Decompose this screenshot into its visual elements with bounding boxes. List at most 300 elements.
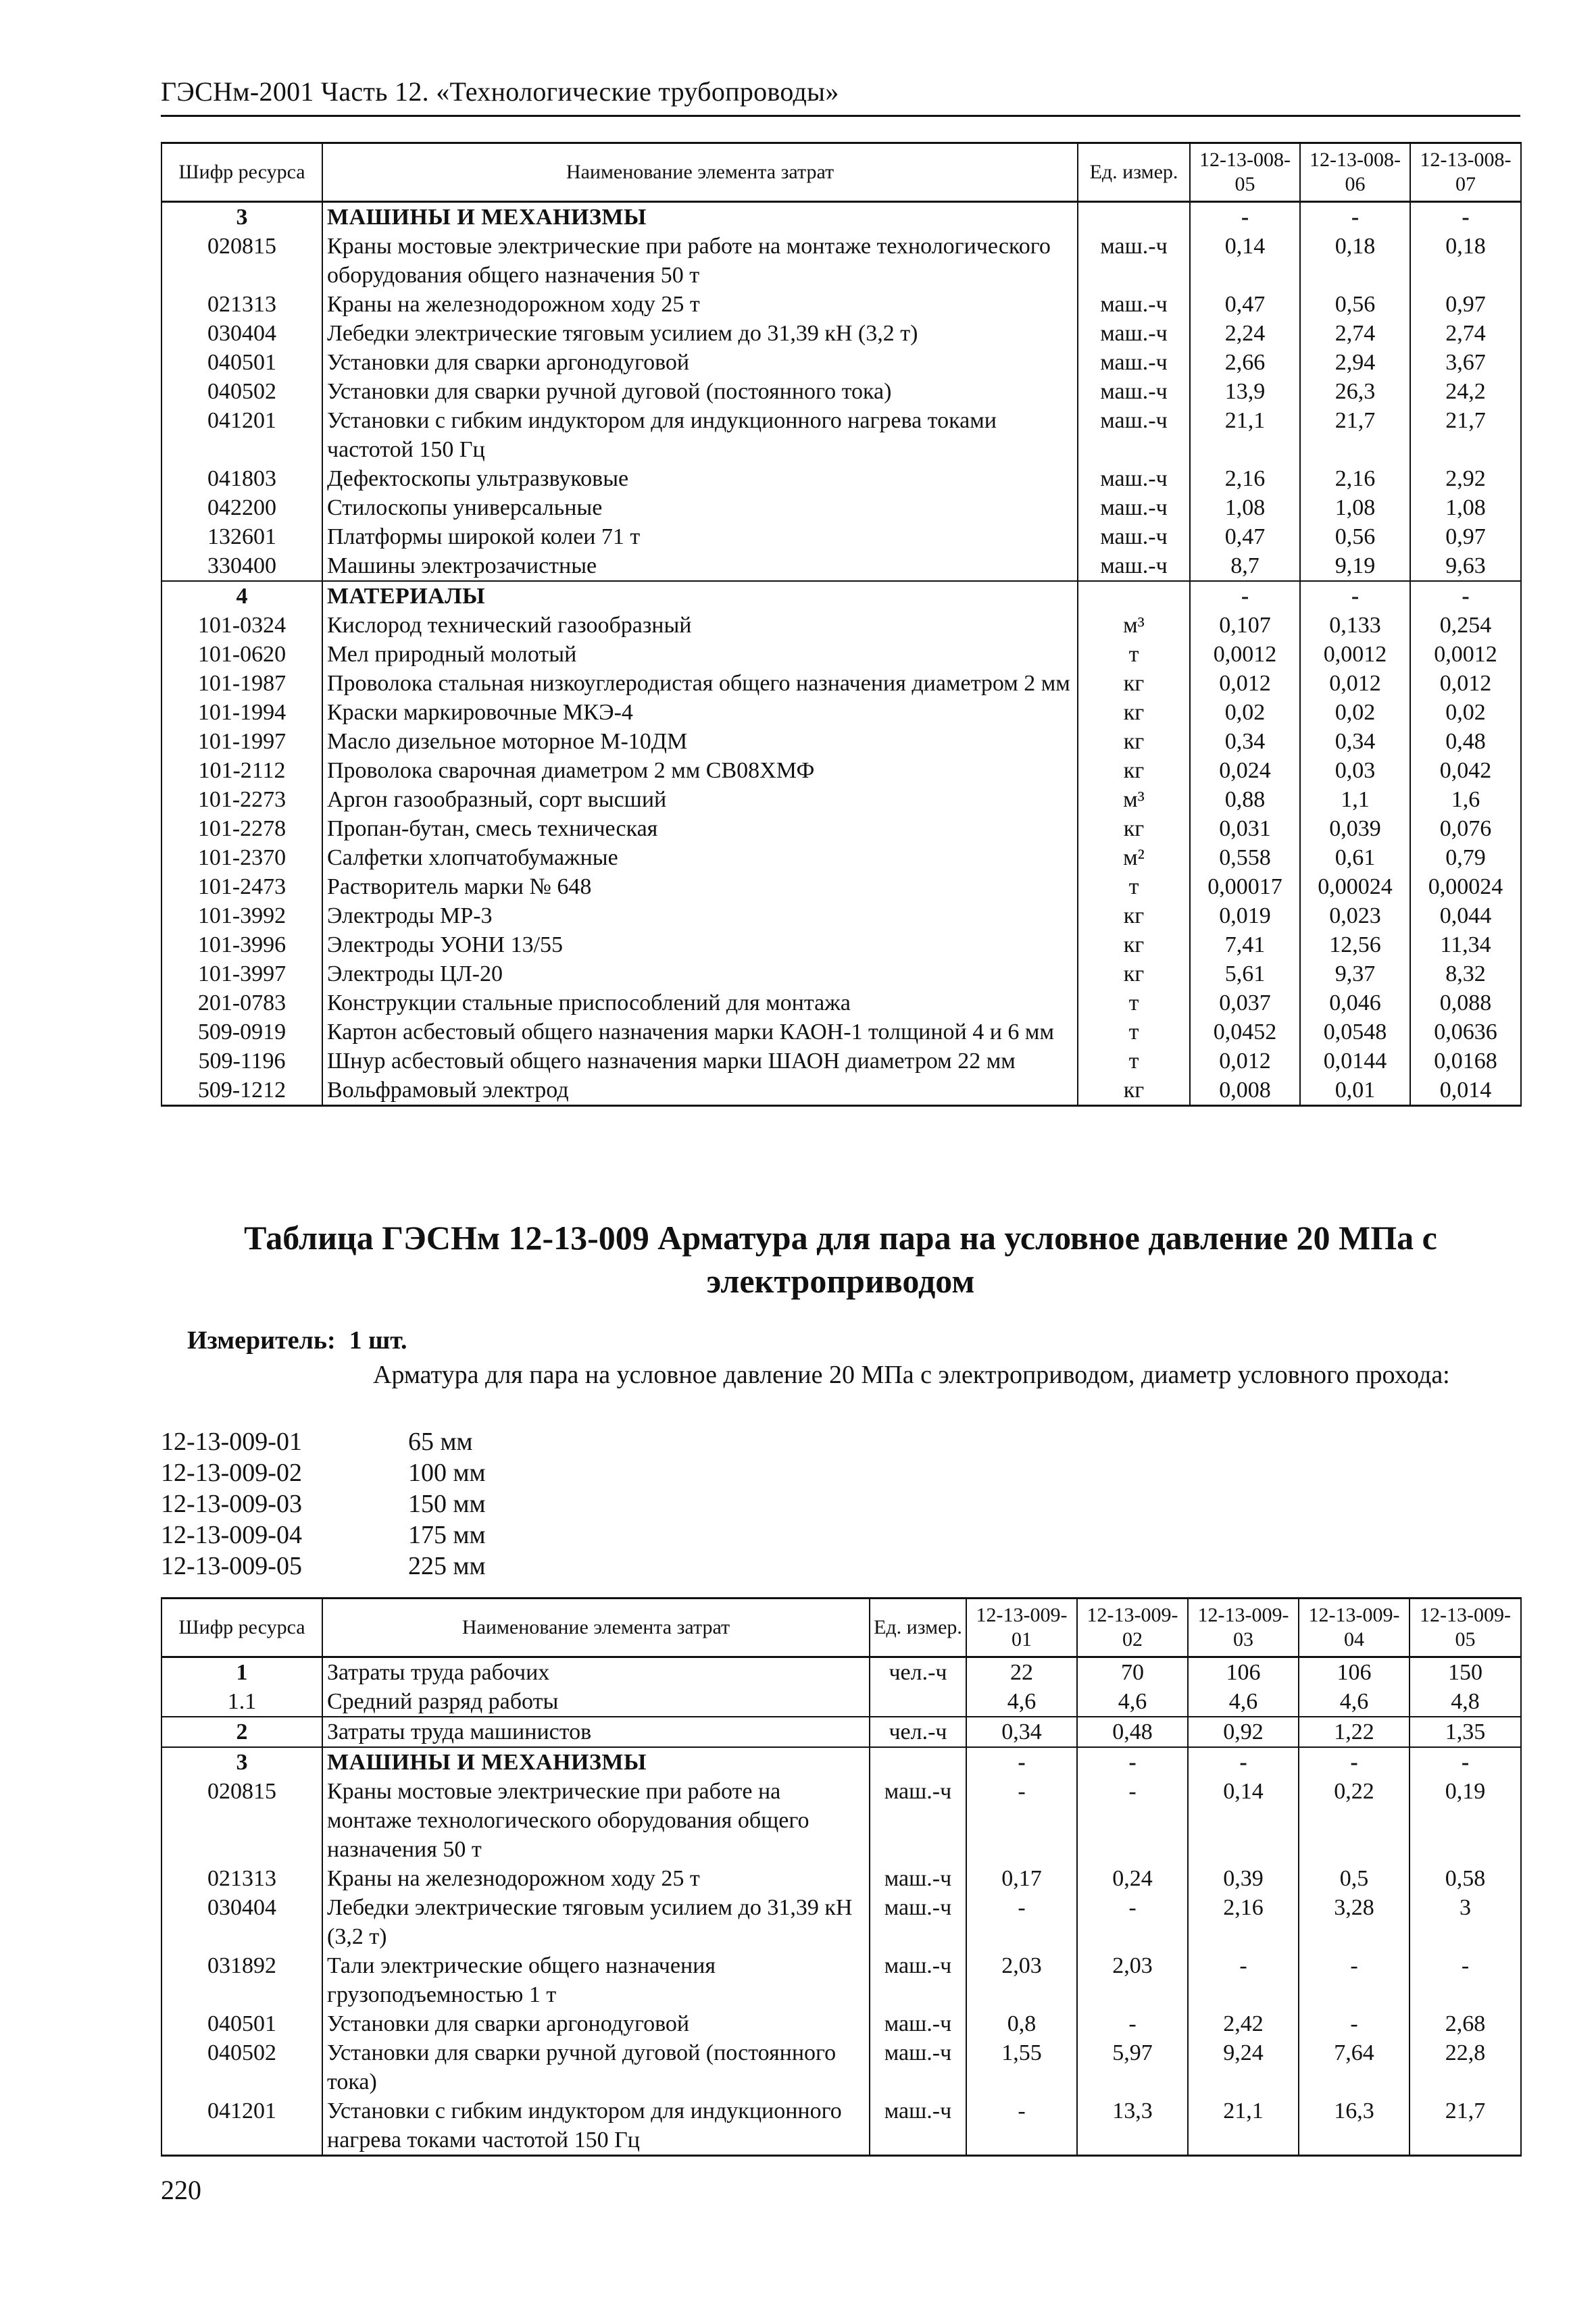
- value-cell: 0,0012: [1410, 640, 1521, 669]
- unit-cell: чел.-ч: [870, 1717, 966, 1747]
- value-cell: 0,88: [1190, 785, 1300, 814]
- resource-code: 1: [161, 1657, 322, 1688]
- resource-code: 101-3992: [161, 901, 322, 930]
- resource-code: 020815: [161, 232, 322, 290]
- resource-code: 101-2473: [161, 872, 322, 901]
- resource-name: Конструкции стальные приспособлений для монтажа: [322, 988, 1078, 1017]
- resource-name: Электроды УОНИ 13/55: [322, 930, 1078, 959]
- value-cell: 0,47: [1190, 522, 1300, 551]
- col-header-variant: 12-13-009-04: [1299, 1599, 1410, 1657]
- value-cell: 0,00024: [1300, 872, 1410, 901]
- table-row: [161, 1047, 1521, 1076]
- resource-code: 031892: [161, 1951, 322, 2009]
- unit-cell: м²: [1078, 843, 1190, 872]
- resource-name: Краски маркировочные МКЭ-4: [322, 698, 1078, 727]
- value-cell: 12,56: [1300, 930, 1410, 959]
- unit-cell: т: [1078, 988, 1190, 1017]
- resource-name: Краны мостовые электрические при работе на монтаже технологического оборудования общего назначения 50 т: [322, 1777, 870, 1864]
- value-cell: 0,0168: [1410, 1047, 1521, 1076]
- table-row: [161, 493, 1521, 522]
- value-cell: -: [1299, 1747, 1410, 1777]
- resource-code: 030404: [161, 1893, 322, 1951]
- value-cell: -: [1077, 1747, 1188, 1777]
- value-cell: 0,037: [1190, 988, 1300, 1017]
- resource-name: Установки для сварки ручной дуговой (постоянного тока): [322, 2038, 870, 2096]
- value-cell: 0,8: [966, 2009, 1077, 2038]
- value-cell: 4,8: [1410, 1687, 1521, 1717]
- value-cell: 0,00024: [1410, 872, 1521, 901]
- value-cell: 16,3: [1299, 2096, 1410, 2156]
- value-cell: 3,28: [1299, 1893, 1410, 1951]
- col-header-variant: 12-13-009-05: [1410, 1599, 1521, 1657]
- resource-code: 101-1987: [161, 669, 322, 698]
- table-row: [161, 669, 1521, 698]
- table-row: [161, 1777, 1521, 1864]
- col-header-name: Наименование элемента затрат: [322, 1599, 870, 1657]
- value-cell: 22,8: [1410, 2038, 1521, 2096]
- value-cell: 0,254: [1410, 611, 1521, 640]
- resource-code: 4: [161, 581, 322, 611]
- value-cell: 2,03: [966, 1951, 1077, 2009]
- value-cell: 0,18: [1410, 232, 1521, 290]
- col-header-code: Шифр ресурса: [161, 143, 322, 202]
- value-cell: 0,02: [1190, 698, 1300, 727]
- table-body: [161, 1657, 1521, 2156]
- measure-value: 1 шт.: [349, 1326, 407, 1355]
- unit-cell: маш.-ч: [870, 2038, 966, 2096]
- unit-cell: т: [1078, 640, 1190, 669]
- section-row: [161, 1747, 1521, 1777]
- value-cell: 4,6: [966, 1687, 1077, 1717]
- value-cell: 21,7: [1410, 2096, 1521, 2156]
- resource-name: Тали электрические общего назначения грузоподъемностью 1 т: [322, 1951, 870, 2009]
- unit-cell: маш.-ч: [1078, 319, 1190, 348]
- value-cell: 24,2: [1410, 377, 1521, 406]
- col-header-variant: 12-13-009-03: [1188, 1599, 1299, 1657]
- unit-cell: кг: [1078, 930, 1190, 959]
- unit-cell: маш.-ч: [1078, 377, 1190, 406]
- value-cell: 0,03: [1300, 756, 1410, 785]
- variant-code: 12-13-009-01: [161, 1428, 302, 1456]
- unit-cell: чел.-ч: [870, 1657, 966, 1688]
- table-row: [161, 611, 1521, 640]
- resource-name: Платформы широкой колеи 71 т: [322, 522, 1078, 551]
- resource-code: 101-2112: [161, 756, 322, 785]
- table-row: [161, 2038, 1521, 2096]
- resource-code: 040502: [161, 2038, 322, 2096]
- value-cell: 0,56: [1300, 290, 1410, 319]
- resource-name: Масло дизельное моторное М-10ДМ: [322, 727, 1078, 756]
- value-cell: 21,7: [1300, 406, 1410, 464]
- col-header-code: Шифр ресурса: [161, 1599, 322, 1657]
- value-cell: 1,55: [966, 2038, 1077, 2096]
- resource-name: Дефектоскопы ультразвуковые: [322, 464, 1078, 493]
- value-cell: 0,024: [1190, 756, 1300, 785]
- value-cell: 0,133: [1300, 611, 1410, 640]
- value-cell: 2,03: [1077, 1951, 1188, 2009]
- unit-cell: маш.-ч: [1078, 348, 1190, 377]
- value-cell: 0,61: [1300, 843, 1410, 872]
- value-cell: 21,1: [1188, 2096, 1299, 2156]
- value-cell: -: [966, 1893, 1077, 1951]
- value-cell: 0,56: [1300, 522, 1410, 551]
- col-header-variant: 12-13-008-05: [1190, 143, 1300, 202]
- table-row: [161, 377, 1521, 406]
- variant-value: 175 мм: [408, 1521, 486, 1549]
- value-cell: 0,107: [1190, 611, 1300, 640]
- col-header-variant: 12-13-008-06: [1300, 143, 1410, 202]
- resource-code: 040501: [161, 2009, 322, 2038]
- value-cell: 106: [1188, 1657, 1299, 1688]
- value-cell: -: [1410, 202, 1521, 232]
- value-cell: -: [1410, 1951, 1521, 2009]
- resource-code: 330400: [161, 551, 322, 581]
- value-cell: 0,019: [1190, 901, 1300, 930]
- value-cell: 8,32: [1410, 959, 1521, 988]
- resource-name: Краны мостовые электрические при работе на монтаже технологического оборудования общего назначения 50 т: [322, 232, 1078, 290]
- table-row: [161, 2096, 1521, 2156]
- unit-cell: маш.-ч: [1078, 522, 1190, 551]
- resource-code: 101-2273: [161, 785, 322, 814]
- resource-code: 201-0783: [161, 988, 322, 1017]
- resource-table-009: [161, 1597, 1522, 2157]
- unit-cell: маш.-ч: [1078, 406, 1190, 464]
- value-cell: 0,19: [1410, 1777, 1521, 1864]
- value-cell: 0,97: [1410, 522, 1521, 551]
- unit-cell: маш.-ч: [870, 1777, 966, 1864]
- table-row: [161, 843, 1521, 872]
- value-cell: -: [1410, 581, 1521, 611]
- unit-cell: м³: [1078, 785, 1190, 814]
- value-cell: 7,41: [1190, 930, 1300, 959]
- table-row: [161, 232, 1521, 290]
- resource-name: Аргон газообразный, сорт высший: [322, 785, 1078, 814]
- resource-name: Краны на железнодорожном ходу 25 т: [322, 290, 1078, 319]
- unit-cell: маш.-ч: [870, 1951, 966, 2009]
- section-row: [161, 581, 1521, 611]
- value-cell: 22: [966, 1657, 1077, 1688]
- unit-cell: кг: [1078, 901, 1190, 930]
- value-cell: -: [966, 1777, 1077, 1864]
- value-cell: -: [1299, 1951, 1410, 2009]
- table-row: [161, 1657, 1521, 1688]
- value-cell: 0,47: [1190, 290, 1300, 319]
- value-cell: 0,01: [1300, 1076, 1410, 1106]
- variant-line: [161, 1489, 486, 1519]
- unit-cell: кг: [1078, 669, 1190, 698]
- value-cell: 21,7: [1410, 406, 1521, 464]
- value-cell: 0,042: [1410, 756, 1521, 785]
- value-cell: -: [1300, 581, 1410, 611]
- resource-name: Картон асбестовый общего назначения марки КАОН-1 толщиной 4 и 6 мм: [322, 1017, 1078, 1047]
- resource-code: 101-3997: [161, 959, 322, 988]
- resource-name: Лебедки электрические тяговым усилием до 31,39 кН (3,2 т): [322, 319, 1078, 348]
- value-cell: 1,08: [1410, 493, 1521, 522]
- value-cell: 3: [1410, 1893, 1521, 1951]
- unit-cell: кг: [1078, 959, 1190, 988]
- table-title: Таблица ГЭСНм 12-13-009 Арматура для пара на условное давление 20 МПа с электроприводом: [244, 1219, 1437, 1300]
- value-cell: 0,22: [1299, 1777, 1410, 1864]
- value-cell: 0,79: [1410, 843, 1521, 872]
- resource-code: 041803: [161, 464, 322, 493]
- resource-code: 021313: [161, 1864, 322, 1893]
- unit-cell: м³: [1078, 611, 1190, 640]
- value-cell: 0,02: [1410, 698, 1521, 727]
- value-cell: 2,16: [1188, 1893, 1299, 1951]
- table-row: [161, 464, 1521, 493]
- value-cell: 0,5: [1299, 1864, 1410, 1893]
- value-cell: 70: [1077, 1657, 1188, 1688]
- value-cell: 13,9: [1190, 377, 1300, 406]
- resource-name: МАШИНЫ И МЕХАНИЗМЫ: [322, 202, 1078, 232]
- value-cell: -: [1077, 1777, 1188, 1864]
- table-row: [161, 930, 1521, 959]
- table-row: [161, 522, 1521, 551]
- table-row: [161, 1893, 1521, 1951]
- col-header-variant: 12-13-009-01: [966, 1599, 1077, 1657]
- resource-name: Установки для сварки аргонодуговой: [322, 2009, 870, 2038]
- unit-cell: маш.-ч: [870, 1893, 966, 1951]
- value-cell: 0,012: [1190, 1047, 1300, 1076]
- value-cell: 0,58: [1410, 1864, 1521, 1893]
- unit-cell: [1078, 581, 1190, 611]
- resource-code: 509-0919: [161, 1017, 322, 1047]
- resource-code: 509-1196: [161, 1047, 322, 1076]
- resource-code: 040502: [161, 377, 322, 406]
- value-cell: 0,14: [1188, 1777, 1299, 1864]
- unit-cell: маш.-ч: [1078, 232, 1190, 290]
- value-cell: 0,48: [1077, 1717, 1188, 1747]
- value-cell: 9,24: [1188, 2038, 1299, 2096]
- value-cell: 2,68: [1410, 2009, 1521, 2038]
- table-row: [161, 2009, 1521, 2038]
- resource-name: МАТЕРИАЛЫ: [322, 581, 1078, 611]
- variant-value: 225 мм: [408, 1552, 486, 1580]
- value-cell: 0,012: [1190, 669, 1300, 698]
- table-row: [161, 785, 1521, 814]
- value-cell: 150: [1410, 1657, 1521, 1688]
- resource-code: 509-1212: [161, 1076, 322, 1106]
- unit-cell: маш.-ч: [1078, 551, 1190, 581]
- value-cell: 2,92: [1410, 464, 1521, 493]
- variant-value: 100 мм: [408, 1459, 486, 1487]
- value-cell: 0,39: [1188, 1864, 1299, 1893]
- value-cell: 0,008: [1190, 1076, 1300, 1106]
- value-cell: 9,63: [1410, 551, 1521, 581]
- value-cell: -: [1077, 1893, 1188, 1951]
- resource-code: 021313: [161, 290, 322, 319]
- value-cell: 0,48: [1410, 727, 1521, 756]
- value-cell: 4,6: [1299, 1687, 1410, 1717]
- value-cell: 0,0012: [1300, 640, 1410, 669]
- table-row: [161, 551, 1521, 581]
- resource-code: 132601: [161, 522, 322, 551]
- value-cell: 0,088: [1410, 988, 1521, 1017]
- resource-name: Пропан-бутан, смесь техническая: [322, 814, 1078, 843]
- value-cell: 0,0548: [1300, 1017, 1410, 1047]
- unit-cell: кг: [1078, 756, 1190, 785]
- value-cell: 0,97: [1410, 290, 1521, 319]
- resource-name: Затраты труда машинистов: [322, 1717, 870, 1747]
- value-cell: 8,7: [1190, 551, 1300, 581]
- resource-code: 101-3996: [161, 930, 322, 959]
- unit-cell: [1078, 202, 1190, 232]
- resource-code: 1.1: [161, 1687, 322, 1717]
- value-cell: 1,6: [1410, 785, 1521, 814]
- resource-code: 030404: [161, 319, 322, 348]
- value-cell: 0,24: [1077, 1864, 1188, 1893]
- unit-cell: т: [1078, 1017, 1190, 1047]
- value-cell: 0,0452: [1190, 1017, 1300, 1047]
- resource-code: 020815: [161, 1777, 322, 1864]
- resource-name: Электроды ЦЛ-20: [322, 959, 1078, 988]
- value-cell: 11,34: [1410, 930, 1521, 959]
- variant-line: [161, 1551, 486, 1581]
- table-row: [161, 290, 1521, 319]
- value-cell: 0,02: [1300, 698, 1410, 727]
- resource-name: Салфетки хлопчатобумажные: [322, 843, 1078, 872]
- resource-name: Затраты труда рабочих: [322, 1657, 870, 1688]
- value-cell: -: [1300, 202, 1410, 232]
- value-cell: 0,014: [1410, 1076, 1521, 1106]
- table-row: [161, 319, 1521, 348]
- table-row: [161, 1717, 1521, 1747]
- value-cell: 0,0636: [1410, 1017, 1521, 1047]
- value-cell: 0,0144: [1300, 1047, 1410, 1076]
- running-header: ГЭСНм-2001 Часть 12. «Технологические трубопроводы»: [161, 76, 839, 107]
- value-cell: 5,61: [1190, 959, 1300, 988]
- variant-code: 12-13-009-02: [161, 1459, 302, 1487]
- unit-cell: кг: [1078, 727, 1190, 756]
- resource-table-008: [161, 142, 1522, 1107]
- value-cell: 0,046: [1300, 988, 1410, 1017]
- value-cell: 0,92: [1188, 1717, 1299, 1747]
- variant-value: 65 мм: [408, 1428, 473, 1456]
- resource-code: 101-1997: [161, 727, 322, 756]
- value-cell: 21,1: [1190, 406, 1300, 464]
- value-cell: 4,6: [1188, 1687, 1299, 1717]
- resource-name: Мел природный молотый: [322, 640, 1078, 669]
- value-cell: -: [1188, 1747, 1299, 1777]
- resource-code: 3: [161, 202, 322, 232]
- variant-code: 12-13-009-04: [161, 1521, 302, 1549]
- resource-name: Шнур асбестовый общего назначения марки ШАОН диаметром 22 мм: [322, 1047, 1078, 1076]
- value-cell: -: [1410, 1747, 1521, 1777]
- value-cell: 0,031: [1190, 814, 1300, 843]
- resource-code: 101-0324: [161, 611, 322, 640]
- value-cell: 106: [1299, 1657, 1410, 1688]
- resource-name: Установки для сварки ручной дуговой (постоянного тока): [322, 377, 1078, 406]
- unit-cell: маш.-ч: [870, 1864, 966, 1893]
- value-cell: -: [966, 2096, 1077, 2156]
- variant-line: [161, 1520, 486, 1550]
- table-row: [161, 1076, 1521, 1106]
- table-header-row: [161, 143, 1521, 202]
- value-cell: 2,74: [1300, 319, 1410, 348]
- value-cell: 1,1: [1300, 785, 1410, 814]
- value-cell: 0,023: [1300, 901, 1410, 930]
- value-cell: -: [1190, 581, 1300, 611]
- value-cell: 9,19: [1300, 551, 1410, 581]
- measure-line: [187, 1326, 407, 1355]
- resource-code: 3: [161, 1747, 322, 1777]
- value-cell: 0,039: [1300, 814, 1410, 843]
- resource-name: Проволока сварочная диаметром 2 мм СВ08ХМФ: [322, 756, 1078, 785]
- col-header-variant: 12-13-009-02: [1077, 1599, 1188, 1657]
- resource-name: Кислород технический газообразный: [322, 611, 1078, 640]
- col-header-variant: 12-13-008-07: [1410, 143, 1521, 202]
- unit-cell: кг: [1078, 698, 1190, 727]
- value-cell: 0,00017: [1190, 872, 1300, 901]
- table-row: [161, 901, 1521, 930]
- value-cell: 1,35: [1410, 1717, 1521, 1747]
- value-cell: 0,18: [1300, 232, 1410, 290]
- resource-code: 101-2370: [161, 843, 322, 872]
- value-cell: 2,94: [1300, 348, 1410, 377]
- table-description: Арматура для пара на условное давление 20 МПа с электроприводом, диаметр условного прохода:: [373, 1361, 1450, 1389]
- value-cell: 2,42: [1188, 2009, 1299, 2038]
- value-cell: -: [966, 1747, 1077, 1777]
- value-cell: 2,16: [1190, 464, 1300, 493]
- unit-cell: маш.-ч: [870, 2096, 966, 2156]
- value-cell: 2,24: [1190, 319, 1300, 348]
- value-cell: 0,34: [966, 1717, 1077, 1747]
- value-cell: 7,64: [1299, 2038, 1410, 2096]
- unit-cell: кг: [1078, 1076, 1190, 1106]
- table-row: [161, 348, 1521, 377]
- page-number: 220: [161, 2175, 201, 2205]
- value-cell: 5,97: [1077, 2038, 1188, 2096]
- resource-code: 101-1994: [161, 698, 322, 727]
- table-row: [161, 1951, 1521, 2009]
- resource-name: Установки с гибким индуктором для индукционного нагрева токами частотой 150 Гц: [322, 2096, 870, 2156]
- table-row: [161, 727, 1521, 756]
- value-cell: 3,67: [1410, 348, 1521, 377]
- resource-code: 2: [161, 1717, 322, 1747]
- value-cell: 13,3: [1077, 2096, 1188, 2156]
- resource-code: 101-2278: [161, 814, 322, 843]
- value-cell: 9,37: [1300, 959, 1410, 988]
- resource-name: Электроды МР-3: [322, 901, 1078, 930]
- value-cell: 26,3: [1300, 377, 1410, 406]
- resource-code: 040501: [161, 348, 322, 377]
- table-row: [161, 1687, 1521, 1717]
- resource-name: Установки для сварки аргонодуговой: [322, 348, 1078, 377]
- value-cell: 2,74: [1410, 319, 1521, 348]
- resource-name: Вольфрамовый электрод: [322, 1076, 1078, 1106]
- table-row: [161, 640, 1521, 669]
- unit-cell: кг: [1078, 814, 1190, 843]
- unit-cell: т: [1078, 872, 1190, 901]
- measure-label: Измеритель:: [187, 1326, 336, 1355]
- resource-name: Проволока стальная низкоуглеродистая общего назначения диаметром 2 мм: [322, 669, 1078, 698]
- resource-code: 101-0620: [161, 640, 322, 669]
- unit-cell: маш.-ч: [1078, 290, 1190, 319]
- value-cell: 0,17: [966, 1864, 1077, 1893]
- unit-cell: [870, 1747, 966, 1777]
- variant-code: 12-13-009-05: [161, 1552, 302, 1580]
- col-header-name: Наименование элемента затрат: [322, 143, 1078, 202]
- unit-cell: т: [1078, 1047, 1190, 1076]
- value-cell: -: [1077, 2009, 1188, 2038]
- value-cell: 0,012: [1300, 669, 1410, 698]
- value-cell: 2,66: [1190, 348, 1300, 377]
- value-cell: 0,044: [1410, 901, 1521, 930]
- value-cell: 1,08: [1190, 493, 1300, 522]
- col-header-unit: Ед. измер.: [1078, 143, 1190, 202]
- value-cell: 1,08: [1300, 493, 1410, 522]
- value-cell: 0,012: [1410, 669, 1521, 698]
